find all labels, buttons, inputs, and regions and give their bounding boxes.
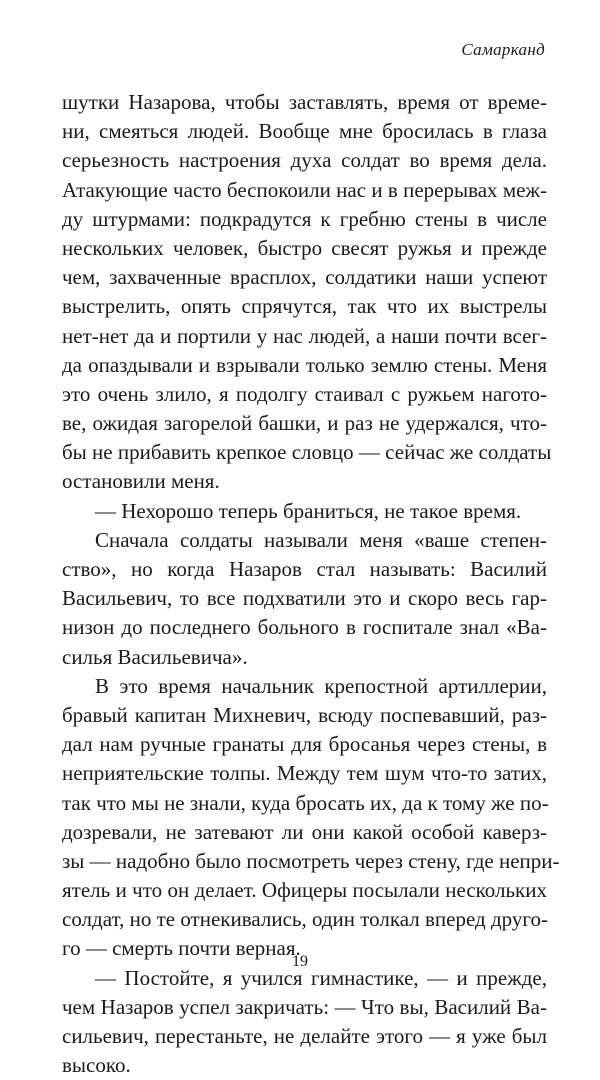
text-line: неприятельские толпы. Между тем шум что-то затих,	[62, 761, 547, 786]
text-line: зы — надобно было посмотреть через стену, где непри-	[62, 848, 560, 873]
text-line: бы не прибавить крепкое словцо — сейчас же солдаты	[62, 440, 552, 465]
text-line: солдат, но те отнекивались, один толкал вперед друго-	[62, 907, 548, 932]
text-line: — Постойте, я учился гимнастике, — и прежде,	[95, 965, 547, 990]
paragraph	[62, 88, 552, 497]
text-line: серьезность настроения духа солдат во время дела.	[62, 148, 547, 173]
body-text	[62, 88, 560, 1080]
paragraph	[62, 526, 547, 672]
text-line: бравый капитан Михневич, всюду поспевавший, раз-	[62, 702, 547, 727]
text-line: дозревали, не затевают ли они какой особой каверз-	[62, 819, 547, 844]
text-line: это очень злило, я подолгу стаивал с ружьем нагото-	[62, 381, 547, 406]
paragraph	[62, 672, 560, 964]
text-line: шутки Назарова, чтобы заставлять, время от време-	[62, 90, 547, 114]
text-line: ду штурмами: подкрадутся к гребню стены в числе	[62, 206, 547, 231]
text-line: остановили меня.	[62, 469, 220, 494]
text-line: высоко.	[62, 1053, 131, 1078]
text-line: нескольких человек, быстро свесят ружья и прежде	[62, 235, 547, 260]
text-line: Васильевич, то все подхватили это и скоро весь гар-	[62, 586, 547, 611]
text-line: Атакующие часто беспокоили нас и в перерывах меж-	[62, 177, 547, 202]
text-line: Сначала солдаты называли меня «ваше степен-	[95, 527, 547, 552]
text-line: так что мы не знали, куда бросать их, да к тому же по-	[62, 790, 549, 815]
text-line: ятель и что он делает. Офицеры посылали нескольких	[62, 878, 547, 903]
text-line: го — смерть почти верная.	[62, 936, 301, 961]
text-line: дал нам ручные гранаты для бросанья через стены, в	[62, 732, 547, 757]
text-line: выстрелить, опять спрячутся, так что их выстрелы	[62, 294, 547, 319]
text-line: ни, смеяться людей. Вообще мне бросилась в глаза	[62, 119, 547, 144]
text-line: силья Васильевича».	[62, 644, 248, 669]
text-line: В это время начальник крепостной артиллерии,	[95, 673, 547, 698]
text-line: ве, ожидая загорелой башки, и раз не удержался, что-	[62, 411, 547, 436]
text-line: низон до последнего больного в госпитале знал «Ва-	[62, 615, 547, 640]
text-line: ство», но когда Назаров стал называть: Василий	[62, 557, 547, 581]
text-line: да опаздывали и взрывали только землю стены. Меня	[62, 352, 547, 377]
page-number: 19	[292, 953, 308, 970]
paragraph	[62, 497, 547, 526]
text-line: чем Назаров успел закричать: — Что вы, Василий Ва-	[62, 994, 547, 1019]
text-line: сильевич, перестаньте, не делайте этого — я уже был	[62, 1024, 547, 1048]
paragraph	[62, 964, 547, 1080]
text-line: нет-нет да и портили у нас людей, а наши почти всег-	[62, 323, 547, 348]
running-head: Самарканд	[461, 40, 545, 59]
text-line: — Нехорошо теперь браниться, не такое время.	[95, 498, 522, 523]
text-line: чем, захваченные врасплох, солдатики наши успеют	[62, 265, 547, 290]
